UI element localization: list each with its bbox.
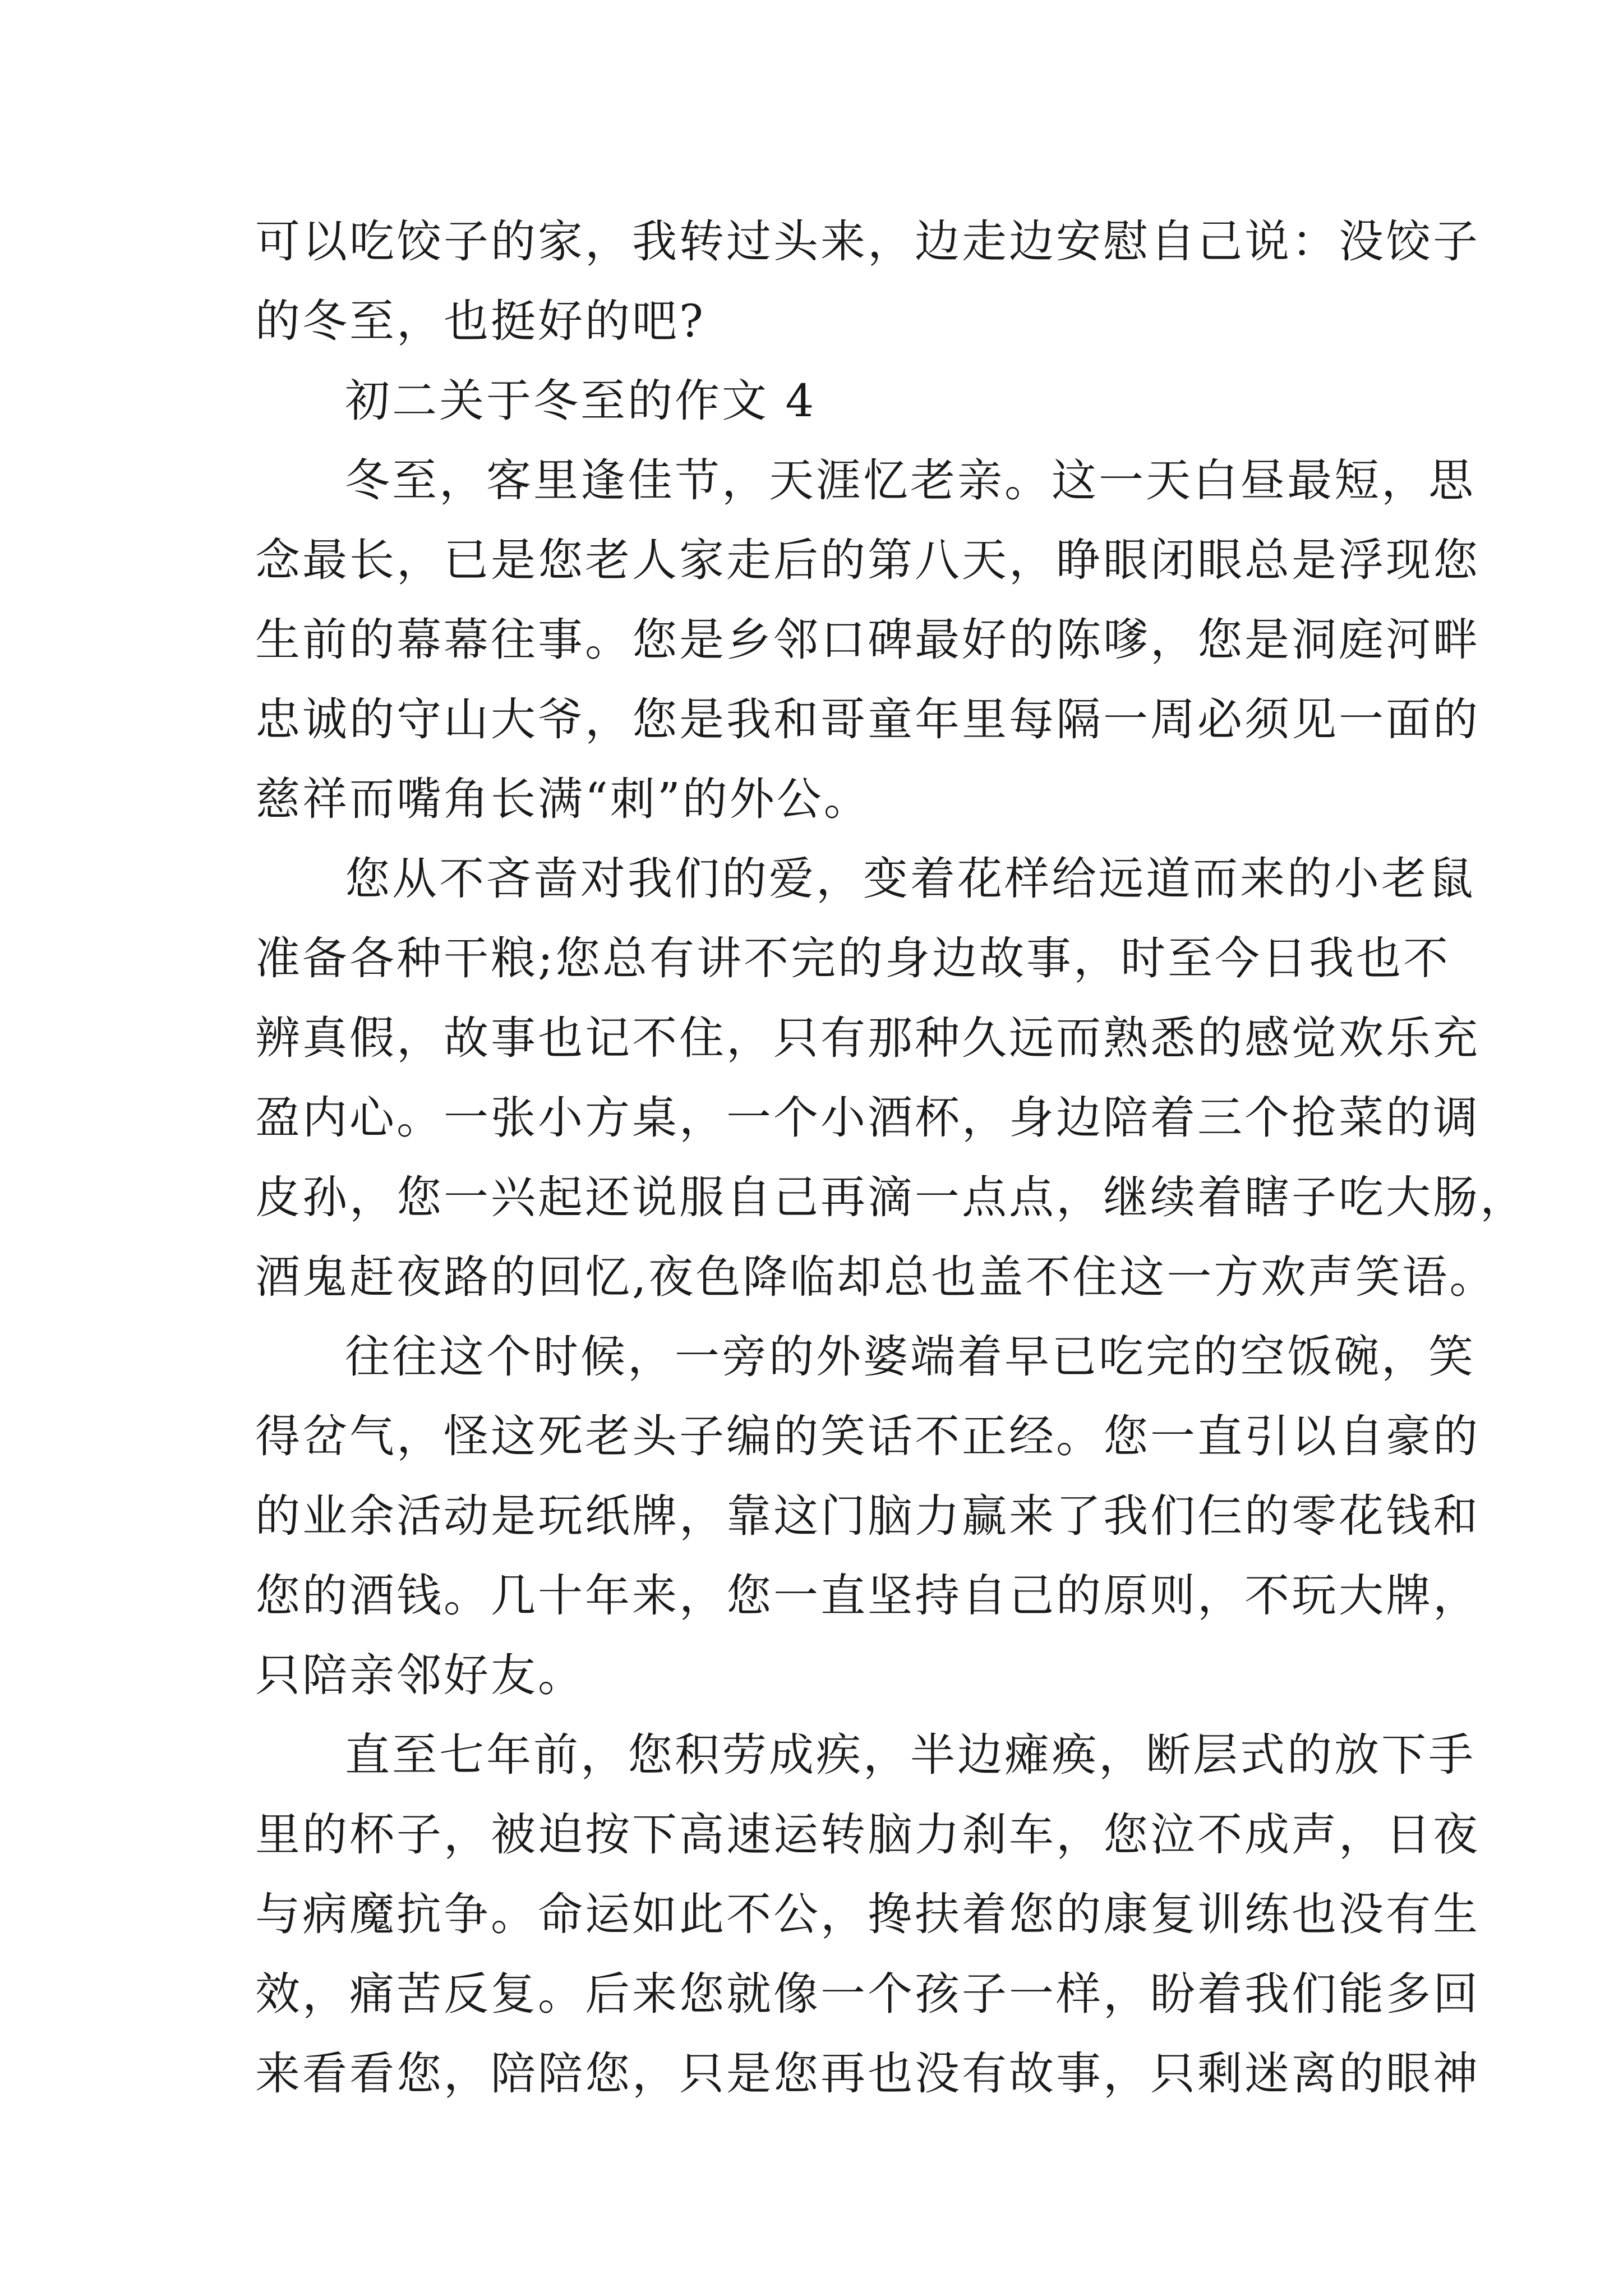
text-line: 忠诚的守山大爷，您是我和哥童年里每隔一周必须见一面的 xyxy=(255,693,1480,746)
text-line: 来看看您，陪陪您，只是您再也没有故事，只剩迷离的眼神 xyxy=(255,2047,1480,2100)
section-heading: 初二关于冬至的作文 4 xyxy=(345,375,817,427)
text-line: 盈内心。一张小方桌，一个小酒杯，身边陪着三个抢菜的调 xyxy=(255,1092,1480,1144)
text-line: 的业余活动是玩纸牌，靠这门脑力赢来了我们仨的零花钱和 xyxy=(255,1490,1480,1542)
text-line: 皮孙，您一兴起还说服自己再滴一点点，继续着瞎子吃大肠， xyxy=(255,1171,1527,1223)
body-text xyxy=(255,202,1527,2114)
text-line: 生前的幕幕往事。您是乡邻口碑最好的陈嗲，您是洞庭河畔 xyxy=(255,614,1480,666)
text-line: 与病魔抗争。命运如此不公，搀扶着您的康复训练也没有生 xyxy=(255,1888,1480,1940)
text-line: 里的杯子，被迫按下高速运转脑力刹车，您泣不成声，日夜 xyxy=(255,1809,1480,1861)
text-line: 慈祥而嘴角长满“刺”的外公。 xyxy=(255,773,871,825)
text-line: 辨真假，故事也记不住，只有那种久远而熟悉的感觉欢乐充 xyxy=(255,1012,1480,1064)
text-line: 只陪亲邻好友。 xyxy=(255,1649,585,1701)
text-line: 冬至，客里逢佳节，天涯忆老亲。这一天白昼最短，思 xyxy=(345,454,1476,507)
text-line: 直至七年前，您积劳成疾，半边瘫痪，断层式的放下手 xyxy=(345,1729,1476,1781)
text-line: 可以吃饺子的家，我转过头来，边走边安慰自己说：没饺子 xyxy=(255,215,1480,268)
text-line: 您从不吝啬对我们的爱，变着花样给远道而来的小老鼠 xyxy=(345,853,1476,905)
text-line: 念最长，已是您老人家走后的第八天，睁眼闭眼总是浮现您 xyxy=(255,534,1480,586)
text-line: 酒鬼赶夜路的回忆,夜色降临却总也盖不住这一方欢声笑语。 xyxy=(255,1251,1497,1303)
text-line: 得岔气，怪这死老头子编的笑话不正经。您一直引以自豪的 xyxy=(255,1410,1480,1462)
text-line: 效，痛苦反复。后来您就像一个孩子一样，盼着我们能多回 xyxy=(255,1968,1480,2020)
text-line: 往往这个时候，一旁的外婆端着早已吃完的空饭碗，笑 xyxy=(345,1331,1476,1383)
text-line: 您的酒钱。几十年来，您一直坚持自己的原则，不玩大牌， xyxy=(255,1570,1480,1622)
text-line: 的冬至，也挺好的吧? xyxy=(255,295,706,347)
text-line: 准备各种干粮;您总有讲不完的身边故事，时至今日我也不 xyxy=(255,932,1450,984)
